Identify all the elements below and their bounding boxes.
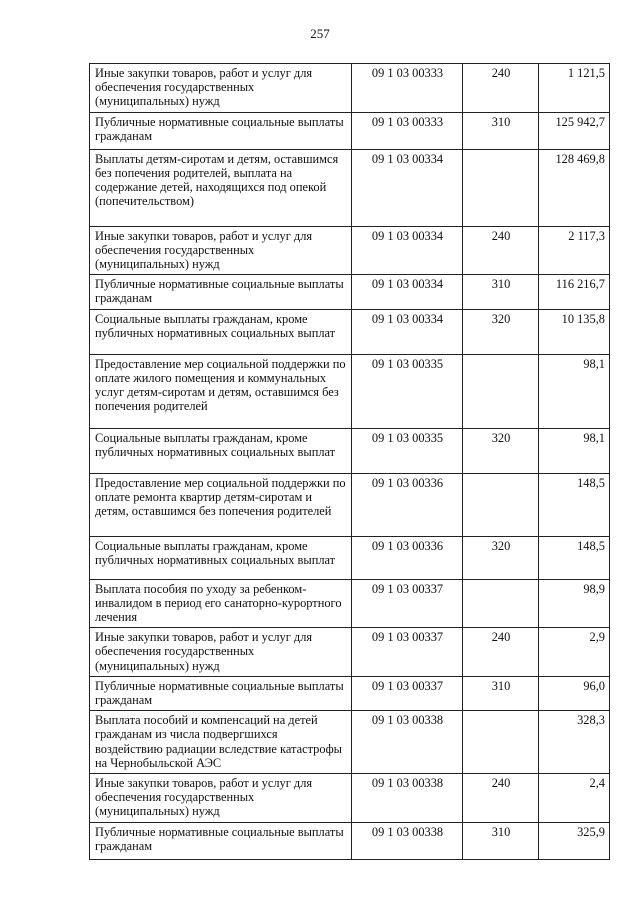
table-row [90, 149, 610, 226]
row-amount-cell: 98,1 [539, 428, 610, 473]
row-amount-cell: 98,1 [539, 354, 610, 428]
row-amount-cell: 148,5 [539, 473, 610, 536]
row-code-cell: 09 1 03 00333 [352, 112, 463, 149]
row-code-cell: 09 1 03 00338 [352, 774, 463, 823]
table-row [90, 536, 610, 579]
row-type-cell: 240 [463, 774, 539, 823]
row-name-cell: Публичные нормативные социальные выплаты гражданам [90, 822, 352, 859]
row-code-cell: 09 1 03 00334 [352, 275, 463, 309]
row-name-cell: Иные закупки товаров, работ и услуг для обеспечения государственных (муниципальных) нужд [90, 226, 352, 275]
table-row [90, 711, 610, 774]
row-name-cell: Выплата пособия по уходу за ребенком-инвалидом в период его санаторно-курортного лечения [90, 579, 352, 628]
row-type-cell [463, 354, 539, 428]
row-code-cell: 09 1 03 00338 [352, 822, 463, 859]
row-type-cell: 240 [463, 226, 539, 275]
row-code-cell: 09 1 03 00333 [352, 64, 463, 113]
budget-table [89, 63, 610, 860]
row-type-cell: 240 [463, 64, 539, 113]
row-code-cell: 09 1 03 00337 [352, 579, 463, 628]
row-type-cell [463, 579, 539, 628]
row-amount-cell: 116 216,7 [539, 275, 610, 309]
row-name-cell: Предоставление мер социальной поддержки по оплате жилого помещения и коммунальных услуг детям-сиротам и детям, оставшимся без попечения родителей [90, 354, 352, 428]
row-code-cell: 09 1 03 00334 [352, 309, 463, 354]
row-name-cell: Иные закупки товаров, работ и услуг для обеспечения государственных (муниципальных) нужд [90, 64, 352, 113]
page-number: 257 [310, 26, 330, 41]
row-amount-cell: 325,9 [539, 822, 610, 859]
table-row [90, 579, 610, 628]
row-name-cell: Иные закупки товаров, работ и услуг для обеспечения государственных (муниципальных) нужд [90, 628, 352, 677]
row-amount-cell: 125 942,7 [539, 112, 610, 149]
row-code-cell: 09 1 03 00336 [352, 473, 463, 536]
row-amount-cell: 2 117,3 [539, 226, 610, 275]
row-type-cell: 320 [463, 536, 539, 579]
row-code-cell: 09 1 03 00334 [352, 149, 463, 226]
row-name-cell: Публичные нормативные социальные выплаты гражданам [90, 275, 352, 309]
row-amount-cell: 128 469,8 [539, 149, 610, 226]
row-code-cell: 09 1 03 00336 [352, 536, 463, 579]
row-name-cell: Выплата пособий и компенсаций на детей гражданам из числа подвергшихся воздействию радиации вследствие катастрофы на Чернобыльской АЭС [90, 711, 352, 774]
table-row [90, 226, 610, 275]
row-amount-cell: 2,9 [539, 628, 610, 677]
row-code-cell: 09 1 03 00338 [352, 711, 463, 774]
row-amount-cell: 2,4 [539, 774, 610, 823]
row-code-cell: 09 1 03 00335 [352, 428, 463, 473]
row-type-cell: 310 [463, 112, 539, 149]
row-type-cell: 310 [463, 676, 539, 710]
table-row [90, 64, 610, 113]
row-amount-cell: 10 135,8 [539, 309, 610, 354]
budget-table-body [90, 64, 610, 860]
row-name-cell: Иные закупки товаров, работ и услуг для обеспечения государственных (муниципальных) нужд [90, 774, 352, 823]
row-amount-cell: 98,9 [539, 579, 610, 628]
row-amount-cell: 148,5 [539, 536, 610, 579]
row-code-cell: 09 1 03 00337 [352, 676, 463, 710]
table-row [90, 309, 610, 354]
row-amount-cell: 328,3 [539, 711, 610, 774]
row-code-cell: 09 1 03 00335 [352, 354, 463, 428]
row-type-cell [463, 711, 539, 774]
row-amount-cell: 1 121,5 [539, 64, 610, 113]
row-type-cell [463, 149, 539, 226]
table-row [90, 354, 610, 428]
table-row [90, 774, 610, 823]
row-name-cell: Публичные нормативные социальные выплаты гражданам [90, 112, 352, 149]
row-code-cell: 09 1 03 00337 [352, 628, 463, 677]
row-type-cell [463, 473, 539, 536]
table-row [90, 112, 610, 149]
row-name-cell: Социальные выплаты гражданам, кроме публичных нормативных социальных выплат [90, 309, 352, 354]
row-type-cell: 320 [463, 428, 539, 473]
table-row [90, 275, 610, 309]
row-type-cell: 320 [463, 309, 539, 354]
row-name-cell: Предоставление мер социальной поддержки по оплате ремонта квартир детям-сиротам и детям, оставшимся без попечения родителей [90, 473, 352, 536]
table-row [90, 473, 610, 536]
table-row [90, 822, 610, 859]
table-row [90, 428, 610, 473]
row-amount-cell: 96,0 [539, 676, 610, 710]
row-code-cell: 09 1 03 00334 [352, 226, 463, 275]
row-name-cell: Социальные выплаты гражданам, кроме публичных нормативных социальных выплат [90, 428, 352, 473]
row-name-cell: Социальные выплаты гражданам, кроме публичных нормативных социальных выплат [90, 536, 352, 579]
row-type-cell: 310 [463, 822, 539, 859]
row-name-cell: Выплаты детям-сиротам и детям, оставшимся без попечения родителей, выплата на содержание детей, находящихся под опекой (попечительством) [90, 149, 352, 226]
table-row [90, 676, 610, 710]
row-type-cell: 310 [463, 275, 539, 309]
row-name-cell: Публичные нормативные социальные выплаты гражданам [90, 676, 352, 710]
table-row [90, 628, 610, 677]
row-type-cell: 240 [463, 628, 539, 677]
